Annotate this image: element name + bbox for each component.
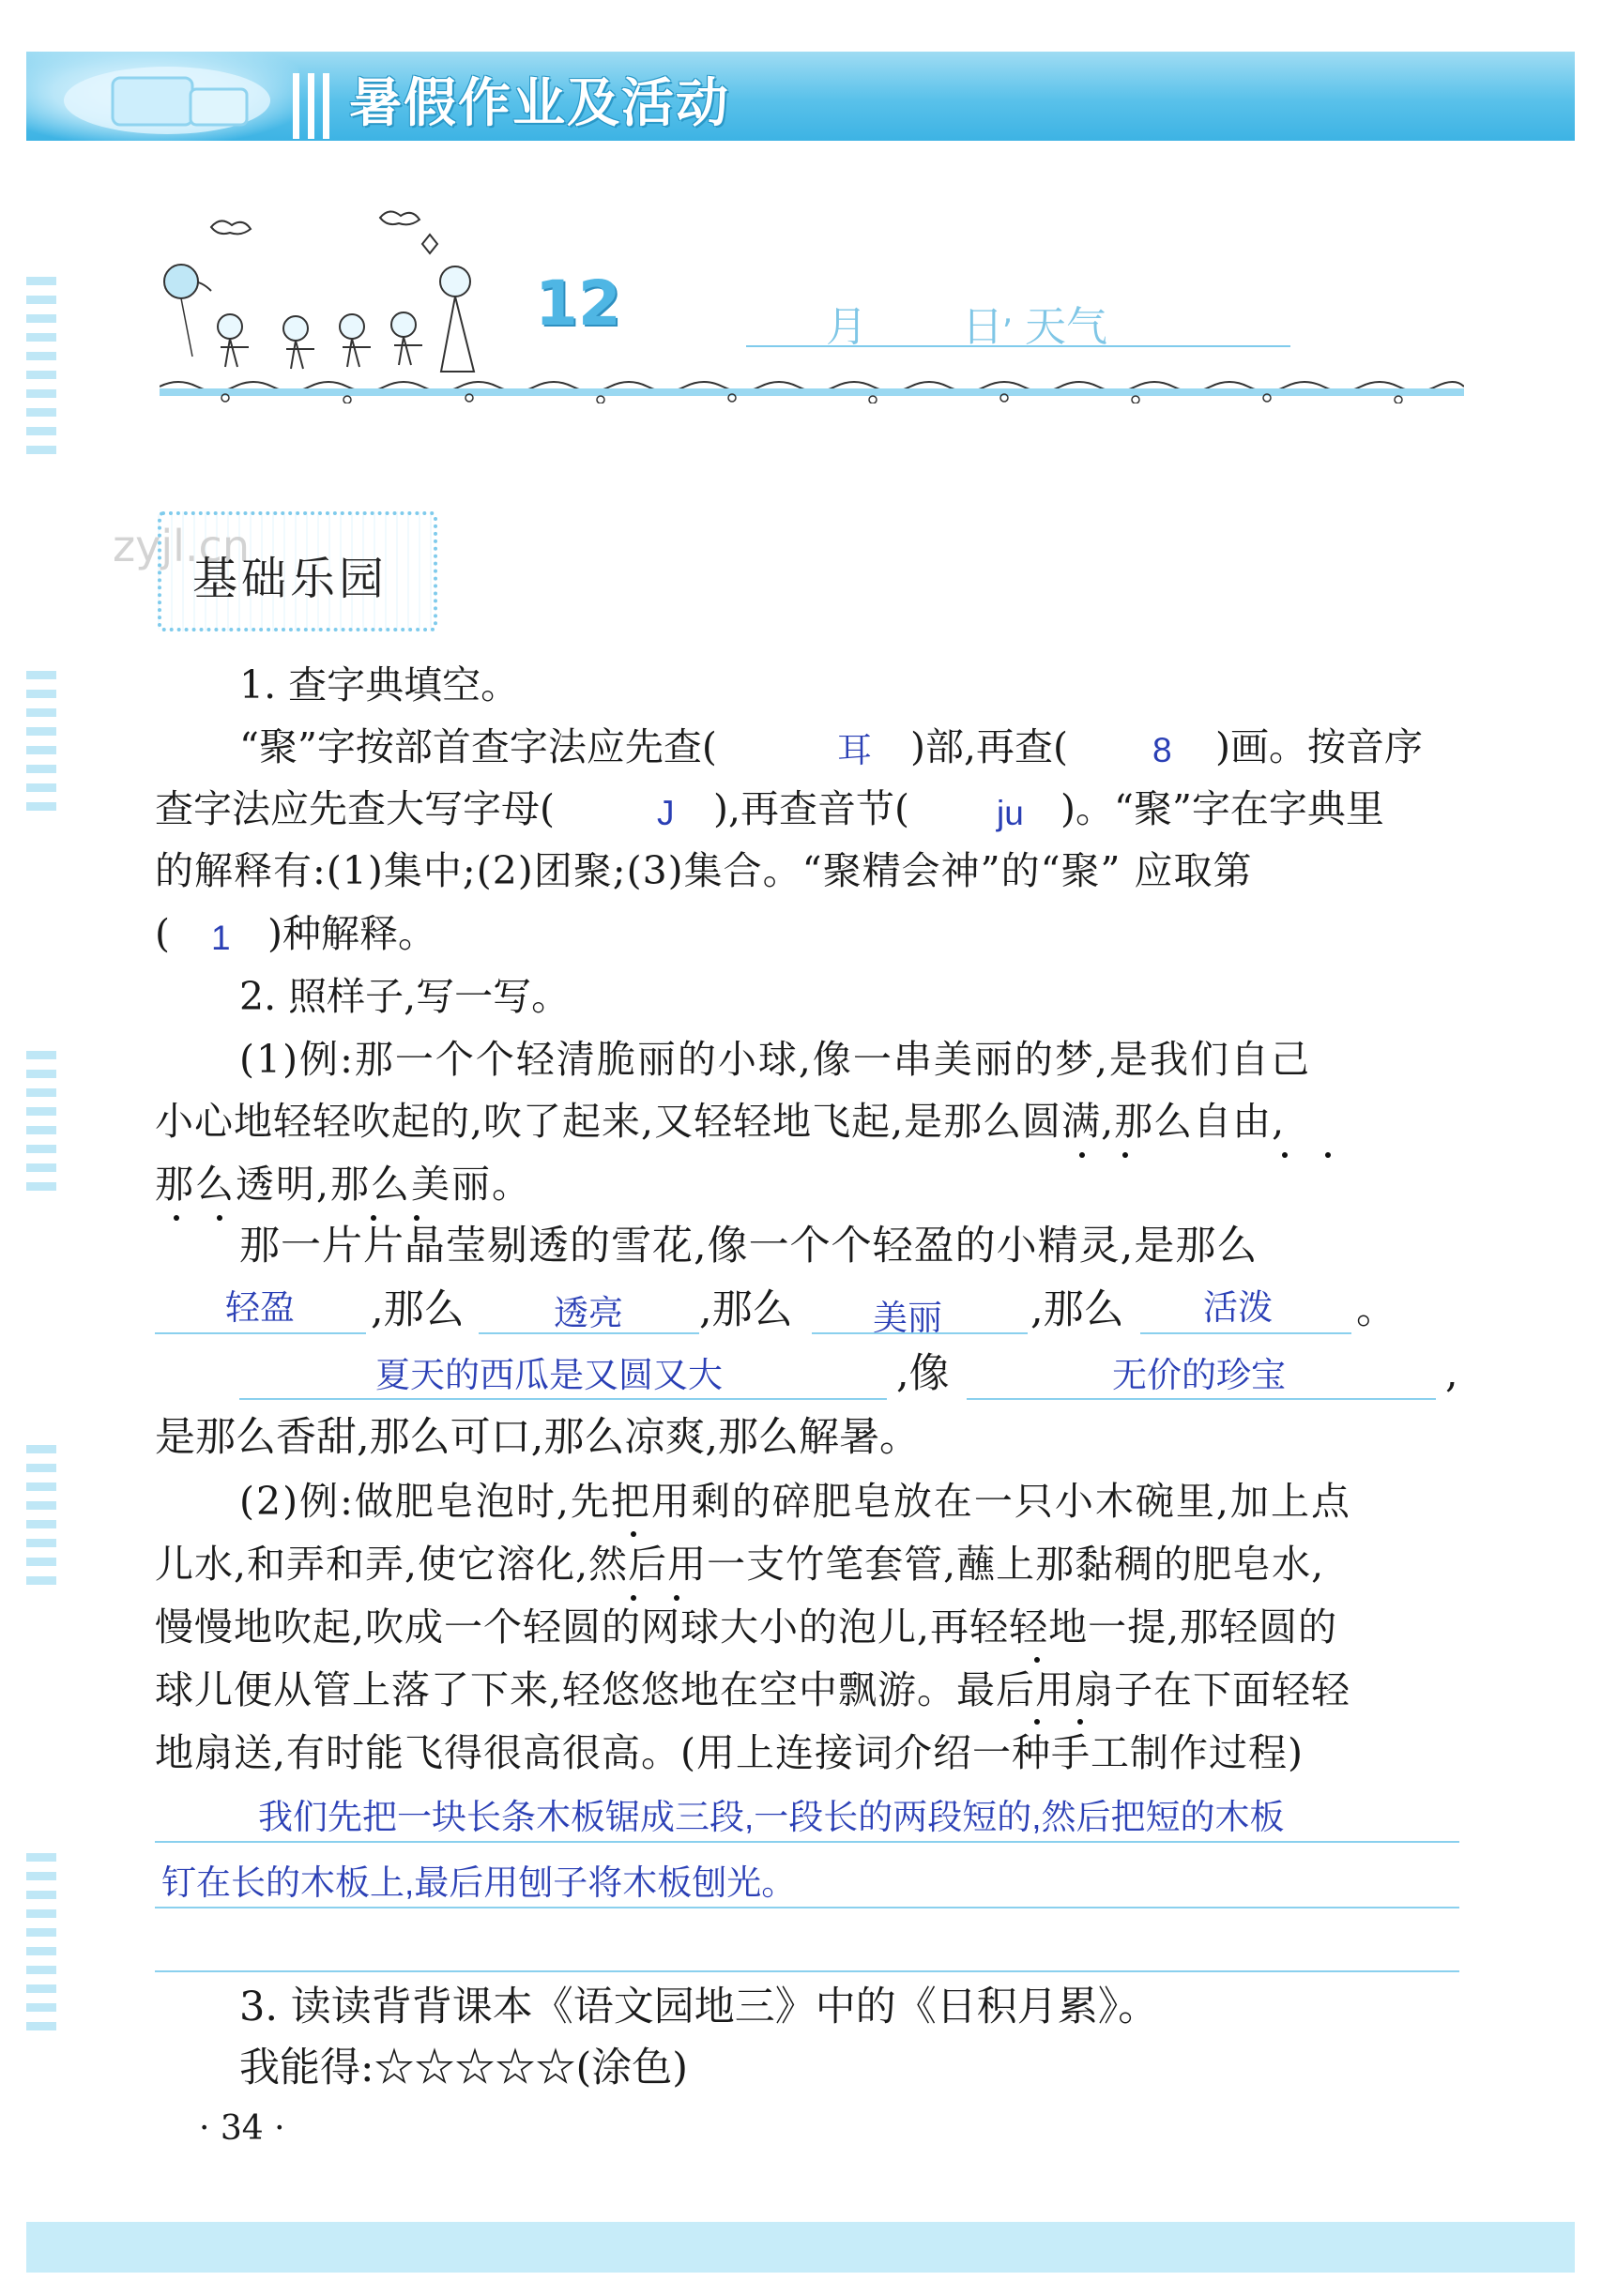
- q2-example2-line2: 儿水,和弄和弄,使它溶化,然后用一支竹笔套管,蘸上那黏稠的肥皂水,: [155, 1542, 1325, 1587]
- q2-example2-line1: (2)例:做肥皂泡时,先把用剩的碎肥皂放在一只小木碗里,加上点: [239, 1479, 1351, 1524]
- book-logo-icon: [26, 52, 298, 141]
- q2-namo2: ,那么: [699, 1286, 793, 1333]
- header-logo: [26, 52, 298, 141]
- margin-decoration: [26, 277, 56, 464]
- header-divider: [323, 73, 329, 139]
- margin-decoration: [26, 671, 56, 821]
- q2-namo1: ,那么: [371, 1286, 465, 1333]
- answer-strokes: 8: [1152, 731, 1172, 769]
- q2-comma: ,: [1445, 1350, 1458, 1397]
- q2-namo3: ,那么: [1030, 1286, 1124, 1333]
- answer-radical: 耳: [837, 731, 872, 769]
- margin-decoration: [26, 1051, 56, 1201]
- q2-xiang: ,像: [896, 1350, 950, 1397]
- margin-decoration: [26, 1853, 56, 2041]
- grass-border-icon: [160, 375, 1464, 403]
- answer-essay-line1: 我们先把一块长条木板锯成三段,一段长的两段短的,然后把短的木板: [258, 1798, 1285, 1836]
- q1-line4b: )种解释。: [267, 911, 436, 956]
- footer-band: [26, 2222, 1575, 2273]
- q2-sentence3: 是那么香甜,那么可口,那么凉爽,那么解暑。: [155, 1414, 921, 1461]
- q1-line1b: )部,再查(: [910, 724, 1069, 769]
- q1-line2c: )。“聚”字在字典里: [1060, 786, 1384, 831]
- q2-example2-line5: 地扇送,有时能飞得很高很高。(用上连接词介绍一种手工制作过程): [155, 1730, 1304, 1775]
- page-number: · 34 ·: [199, 2109, 285, 2148]
- answer-blank4: 活泼: [1203, 1288, 1273, 1327]
- children-illustration-icon: [155, 206, 549, 394]
- q1-title: 1. 查字典填空。: [239, 662, 520, 707]
- answer-blank1: 轻盈: [225, 1288, 295, 1327]
- q1-line1c: )画。按音序: [1215, 724, 1423, 769]
- q1-line2b: ),再查音节(: [713, 786, 910, 831]
- header-divider: [308, 73, 314, 139]
- answer-blank3: 美丽: [873, 1299, 942, 1337]
- answer-blank6: 无价的珍宝: [1112, 1356, 1286, 1394]
- answer-blank2: 透亮: [554, 1294, 623, 1332]
- q1-line2a: 查字法应先查大写字母(: [155, 786, 555, 831]
- q2-example1-line3: 那么透明,那么美丽。: [155, 1162, 533, 1207]
- q3-title: 3. 读读背背课本《语文园地三》中的《日积月累》。: [239, 1984, 1159, 2030]
- answer-syllable: ju: [997, 794, 1024, 832]
- answer-letter: J: [657, 794, 675, 832]
- header-title: 暑假作业及活动: [349, 73, 730, 134]
- day-number: 12: [535, 267, 621, 340]
- q2-title: 2. 照样子,写一写。: [239, 974, 571, 1019]
- q1-line1a: “聚”字按部首查字法应先查(: [239, 724, 717, 769]
- answer-blank5: 夏天的西瓜是又圆又大: [375, 1356, 723, 1394]
- q1-line4a: (: [155, 911, 170, 956]
- q3-rating: 我能得:☆☆☆☆☆(涂色): [239, 2045, 689, 2091]
- q2-example1-line2: 小心地轻轻吹起的,吹了起来,又轻轻地飞起,是那么圆满,那么自由,: [155, 1099, 1286, 1144]
- q2-sentence1: 那一片片晶莹剔透的雪花,像一个个轻盈的小精灵,是那么: [239, 1223, 1259, 1270]
- day-label: 日: [962, 303, 1003, 351]
- answer-meaning: 1: [211, 919, 231, 957]
- answer-essay-line2: 钉在长的木板上,最后用刨子将木板刨光。: [161, 1863, 797, 1902]
- margin-decoration: [26, 1445, 56, 1595]
- q1-line3: 的解释有:(1)集中;(2)团聚;(3)集合。“聚精会神”的“聚” 应取第: [155, 848, 1253, 893]
- watermark: zyjl.cn: [113, 521, 250, 571]
- header-divider: [293, 73, 299, 139]
- weather-label: 天气: [1025, 303, 1107, 351]
- q2-example1-line1: (1)例:那一个个轻清脆丽的小球,像一串美丽的梦,是我们自己: [239, 1037, 1311, 1082]
- q2-example2-line4: 球儿便从管上落了下来,轻悠悠地在空中飘游。最后用扇子在下面轻轻: [155, 1667, 1351, 1712]
- q2-example2-line3: 慢慢地吹起,吹成一个轻圆的网球大小的泡儿,再轻轻地一提,那轻圆的: [155, 1604, 1338, 1650]
- section-title: 基础乐园: [192, 553, 389, 605]
- month-label: 月: [826, 303, 867, 351]
- q2-end-mark: 。: [1356, 1286, 1396, 1333]
